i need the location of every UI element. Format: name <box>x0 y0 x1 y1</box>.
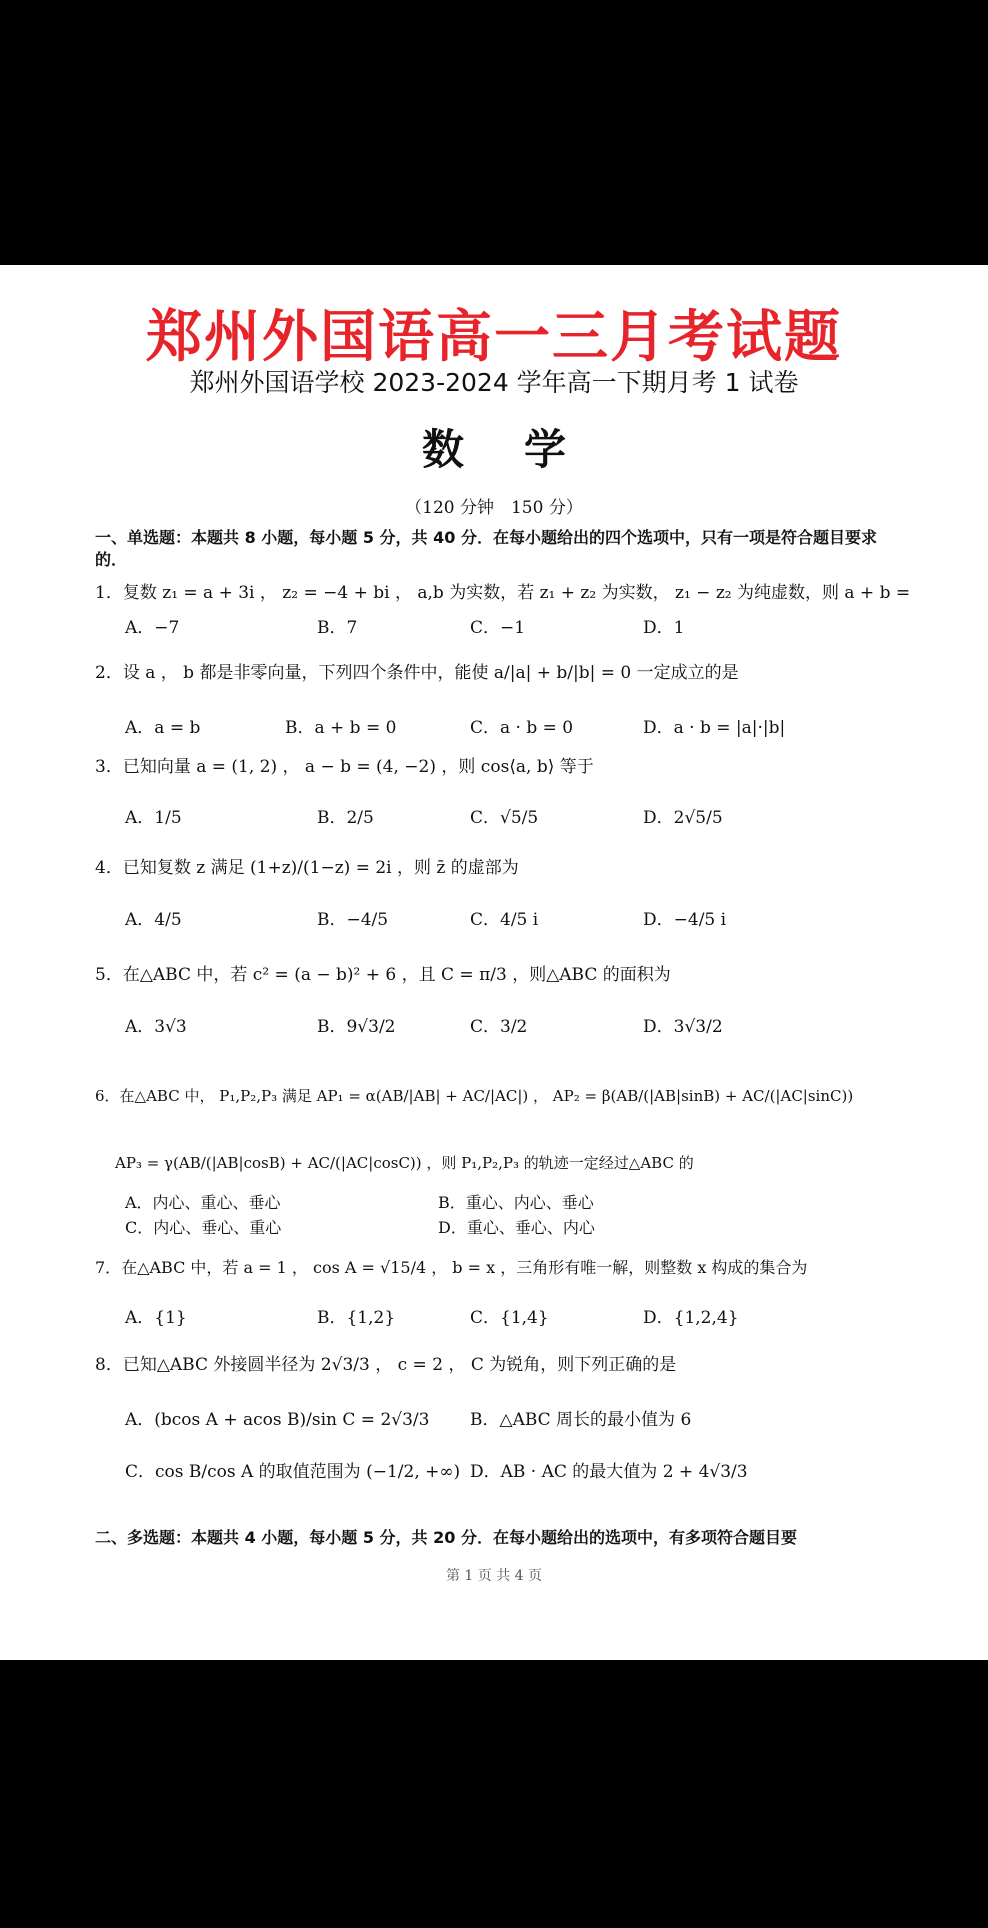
option: C．a · b = 0 <box>470 718 574 738</box>
section1-heading: 一、单选题：本题共 8 小题，每小题 5 分，共 40 分．在每小题给出的四个选项中，只有一项是符合题目要求的． <box>95 528 877 569</box>
option: B．a + b = 0 <box>285 718 397 738</box>
option: A．{1} <box>125 1308 187 1328</box>
question-7: 7．在△ABC 中，若 a = 1 ， cos A = √15/4 ， b = x ，三角形有唯一解，则整数 x 构成的集合为 <box>95 1258 808 1277</box>
option: C．内心、垂心、重心 <box>125 1218 282 1237</box>
subject-title: 数学 <box>421 425 626 474</box>
question-5: 5．在△ABC 中，若 c² = (a − b)² + 6 ，且 C = π/3 ，则△ABC 的面积为 <box>95 965 671 985</box>
option: A．(bcos A + acos B)/sin C = 2√3/3 <box>125 1410 430 1430</box>
question-1: 1．复数 z₁ = a + 3i ， z₂ = −4 + bi ， a,b 为实数，若 z₁ + z₂ 为实数， z₁ − z₂ 为纯虚数，则 a + b = <box>95 583 911 603</box>
option: B．重心、内心、垂心 <box>438 1193 594 1212</box>
option: D．1 <box>643 618 685 638</box>
question-4: 4．已知复数 z 满足 (1+z)/(1−z) = 2i ，则 z̄ 的虚部为 <box>95 858 519 878</box>
question-8: 8．已知△ABC 外接圆半径为 2√3/3 ， c = 2 ， C 为锐角，则下列正确的是 <box>95 1355 677 1375</box>
headline: 郑州外国语高一三月考试题 <box>146 305 842 370</box>
option: D．{1,2,4} <box>643 1308 739 1328</box>
option: A．1/5 <box>125 808 182 828</box>
option: D．a · b = |a|·|b| <box>643 718 786 738</box>
option: B．−4/5 <box>317 910 389 930</box>
option: C．3/2 <box>470 1017 528 1037</box>
option: B．9√3/2 <box>317 1017 396 1037</box>
option: A．内心、重心、垂心 <box>125 1193 281 1212</box>
page-footer: 第 1 页 共 4 页 <box>445 1568 543 1584</box>
option: B．7 <box>317 618 358 638</box>
option: B．{1,2} <box>317 1308 396 1328</box>
question-6: 6．在△ABC 中， P₁,P₂,P₃ 满足 AP₁ = α(AB/|AB| + AC/|AC|) ， AP₂ = β(AB/(|AB|sinB) + AC/(|AC|sinC)) <box>95 1087 854 1105</box>
option: D．−4/5 i <box>643 910 727 930</box>
section2-heading: 二、多选题：本题共 4 小题，每小题 5 分，共 20 分．在每小题给出的选项中，有多项符合题目要 <box>95 1528 797 1547</box>
exam-duration: （120 分钟 150 分） <box>405 498 583 518</box>
option: D．重心、垂心、内心 <box>438 1218 595 1237</box>
option: D．AB · AC 的最大值为 2 + 4√3/3 <box>470 1462 748 1482</box>
option: B．△ABC 周长的最小值为 6 <box>470 1410 692 1430</box>
option: C．cos B/cos A 的取值范围为 (−1/2, +∞) <box>125 1462 461 1482</box>
option: D．3√3/2 <box>643 1017 723 1037</box>
option: C．−1 <box>470 618 526 638</box>
question-6-continued: AP₃ = γ(AB/(|AB|cosB) + AC/(|AC|cosC)) ，则 P₁,P₂,P₃ 的轨迹一定经过△ABC 的 <box>115 1154 694 1172</box>
question-3: 3．已知向量 a = (1, 2) ， a − b = (4, −2) ，则 cos⟨a, b⟩ 等于 <box>95 757 594 777</box>
option: A．−7 <box>125 618 180 638</box>
option: C．{1,4} <box>470 1308 549 1328</box>
option: D．2√5/5 <box>643 808 723 828</box>
option: C．√5/5 <box>470 808 539 828</box>
option: A．a = b <box>125 718 201 738</box>
subtitle: 郑州外国语学校 2023-2024 学年高一下期月考 1 试卷 <box>189 368 799 397</box>
option: A．3√3 <box>125 1017 187 1037</box>
option: B．2/5 <box>317 808 374 828</box>
question-2: 2．设 a ， b 都是非零向量，下列四个条件中，能使 a/|a| + b/|b| = 0 一定成立的是 <box>95 663 739 683</box>
option: C．4/5 i <box>470 910 539 930</box>
exam-page <box>0 265 988 1660</box>
option: A．4/5 <box>125 910 182 930</box>
